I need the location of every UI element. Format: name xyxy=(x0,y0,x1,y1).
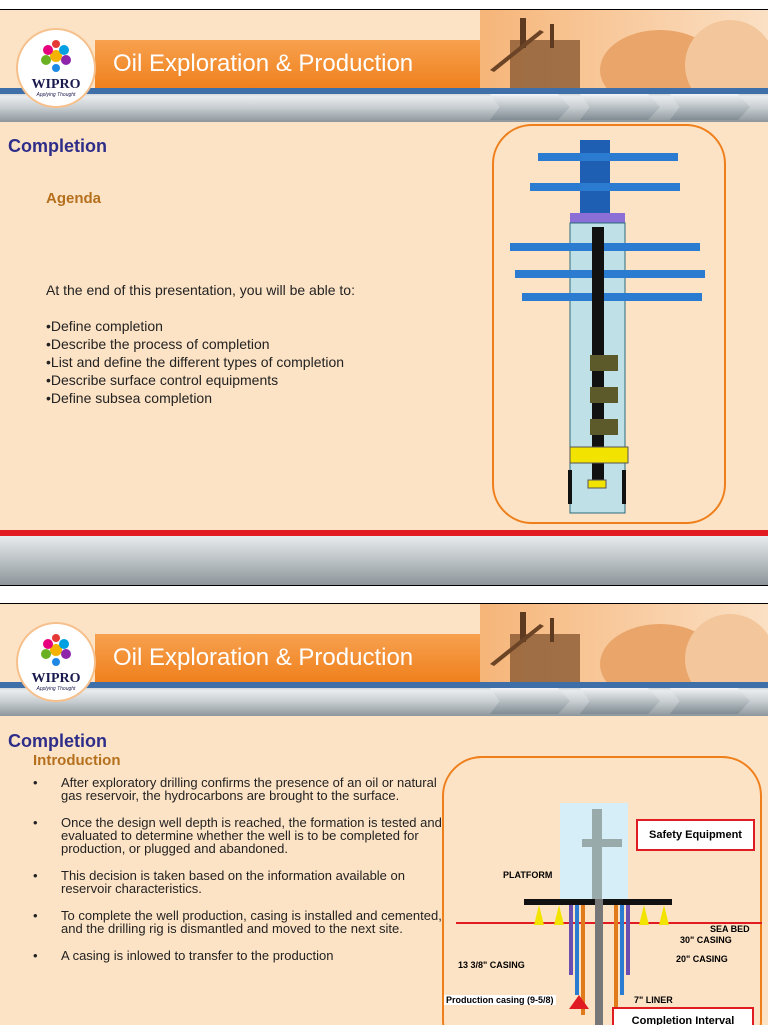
logo-tagline: Applying Thought xyxy=(36,686,76,692)
slide-1 xyxy=(0,9,768,586)
casing-13-label: 13 3/8" CASING xyxy=(458,960,525,970)
list-item: • To complete the well production, casing is installed and cemented, and the drilling rig is dismantled and moved to the next site. xyxy=(33,908,442,936)
slide-header xyxy=(0,10,768,98)
agenda-heading: Agenda xyxy=(46,190,102,207)
objective-item: •Define completion xyxy=(46,318,163,334)
slide-title: Oil Exploration & Production xyxy=(113,644,414,671)
bullet-list xyxy=(33,776,443,976)
list-item: • This decision is taken based on the information available on reservoir characteristics. xyxy=(33,868,405,896)
header-band xyxy=(0,88,768,122)
logo-wordmark: WIPRO xyxy=(31,671,81,686)
slide-footer xyxy=(0,536,768,585)
logo-tagline: Applying Thought xyxy=(36,92,76,98)
chevron-arrow-icon xyxy=(490,94,570,120)
objective-item: •Describe surface control equipments xyxy=(46,372,279,388)
slide-header xyxy=(0,604,768,692)
objective-list xyxy=(46,317,344,407)
subheading: Introduction xyxy=(33,752,121,769)
slide-title: Oil Exploration & Production xyxy=(113,50,414,77)
liner-label: 7" LINER xyxy=(634,995,673,1005)
oil-rig-photo xyxy=(480,10,768,98)
chevron-arrow-icon xyxy=(670,688,750,714)
chevron-arrow-icon xyxy=(670,94,750,120)
header-stripe xyxy=(0,88,768,94)
section-title: Completion xyxy=(8,731,107,751)
intro-line: At the end of this presentation, you will be able to: xyxy=(46,282,355,298)
objective-item: •List and define the different types of completion xyxy=(46,354,345,370)
slide-2 xyxy=(0,603,768,1025)
list-item: • After exploratory drilling confirms the presence of an oil or natural gas reservoir, the hydrocarbons are brought to the surface. xyxy=(33,775,437,803)
objective-item: •Define subsea completion xyxy=(46,390,212,406)
chevron-arrow-icon xyxy=(580,94,660,120)
wipro-logo xyxy=(18,30,94,106)
title-bar xyxy=(95,634,480,684)
wipro-logo xyxy=(18,624,94,700)
safety-equipment-label: Safety Equipment xyxy=(636,819,755,851)
completion-interval-box: Completion Interval xyxy=(612,1007,754,1025)
platform-label: PLATFORM xyxy=(503,870,553,880)
chevron-arrow-icon xyxy=(580,688,660,714)
casing-30-label: 30" CASING xyxy=(680,935,732,945)
objective-item: •Describe the process of completion xyxy=(46,336,270,352)
list-item: • Once the design well depth is reached, the formation is tested and evaluated to determine whether the well is to be completed for production, or plugged and abandoned. xyxy=(33,815,442,856)
header-band xyxy=(0,682,768,716)
wellhead-diagram xyxy=(510,135,710,515)
oil-rig-photo xyxy=(480,604,768,692)
production-casing-label: Production casing (9-5/8) xyxy=(446,995,554,1005)
sea-bed-label: SEA BED xyxy=(710,924,750,934)
header-stripe xyxy=(0,682,768,688)
list-item: • A casing is inlowed to transfer to the production xyxy=(33,948,334,963)
section-title: Completion xyxy=(8,136,107,156)
casing-20-label: 20" CASING xyxy=(676,954,728,964)
chevron-arrow-icon xyxy=(490,688,570,714)
title-bar xyxy=(95,40,480,90)
logo-wordmark: WIPRO xyxy=(31,77,81,92)
